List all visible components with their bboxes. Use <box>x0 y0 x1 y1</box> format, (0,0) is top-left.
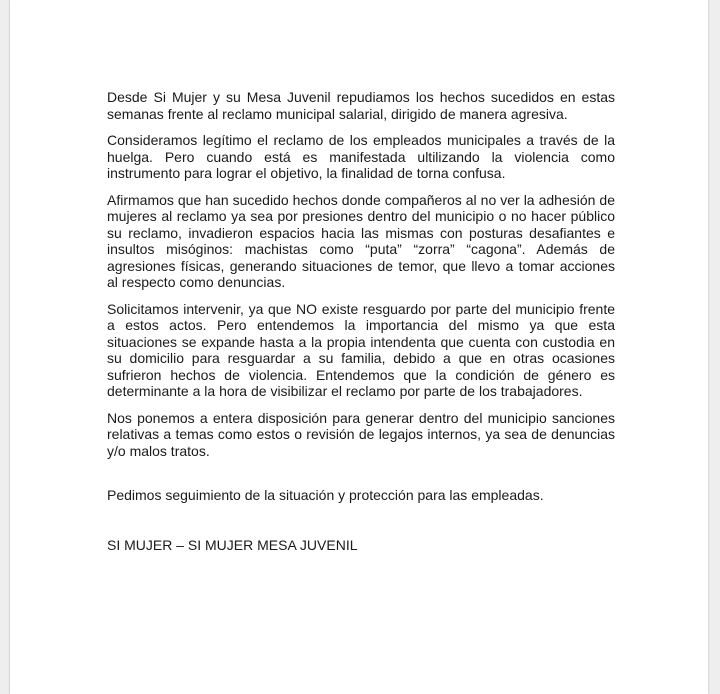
paragraph-disposicion: Nos ponemos a entera disposición para generar dentro del municipio sanciones relativas a temas como estos o revisión de legajos internos, ya sea de denuncias y/o malos tratos. <box>107 409 615 459</box>
document-body <box>107 89 615 563</box>
document-page <box>10 0 708 694</box>
signature: SI MUJER – SI MUJER MESA JUVENIL <box>107 536 358 553</box>
paragraph-reclamo: Consideramos legítimo el reclamo de los empleados municipales a través de la huelga. Pero cuando está es manifestada ultilizando la violencia como instrumento para lograr el objetivo, la finalidad de torna confusa. <box>107 132 615 181</box>
paragraph-repudio: Desde Si Mujer y su Mesa Juvenil repudiamos los hechos sucedidos en estas semanas frente al reclamo municipal salarial, dirigido de manera agresiva. <box>107 89 615 122</box>
closing-paragraph: Pedimos seguimiento de la situación y protección para las empleadas. <box>107 487 544 503</box>
paragraph-hechos: Afirmamos que han sucedido hechos donde compañeros al no ver la adhesión de mujeres al reclamo ya sea por presiones dentro del municipio o no hacer público su reclamo, invadieron espacios hacia las mismas con posturas desafiantes e insultos misóginos: machistas como “puta” “zorra” “cagona”. Además de agresiones físicas, generando situaciones de temor, que llevo a tomar acciones al respecto como denuncias. <box>107 191 615 290</box>
paragraph-solicitud: Solicitamos intervenir, ya que NO existe resguardo por parte del municipio frente a estos actos. Pero entendemos la importancia del mismo ya que esta situaciones se expande hasta a la propia intendenta que cuenta con custodia en su domicilio para resguardar a su familia, debido a que en otras ocasiones sufrieron hechos de violencia. Entendemos que la condición de género es determinante a la hora de visibilizar el reclamo por parte de los trabajadores. <box>107 300 615 399</box>
